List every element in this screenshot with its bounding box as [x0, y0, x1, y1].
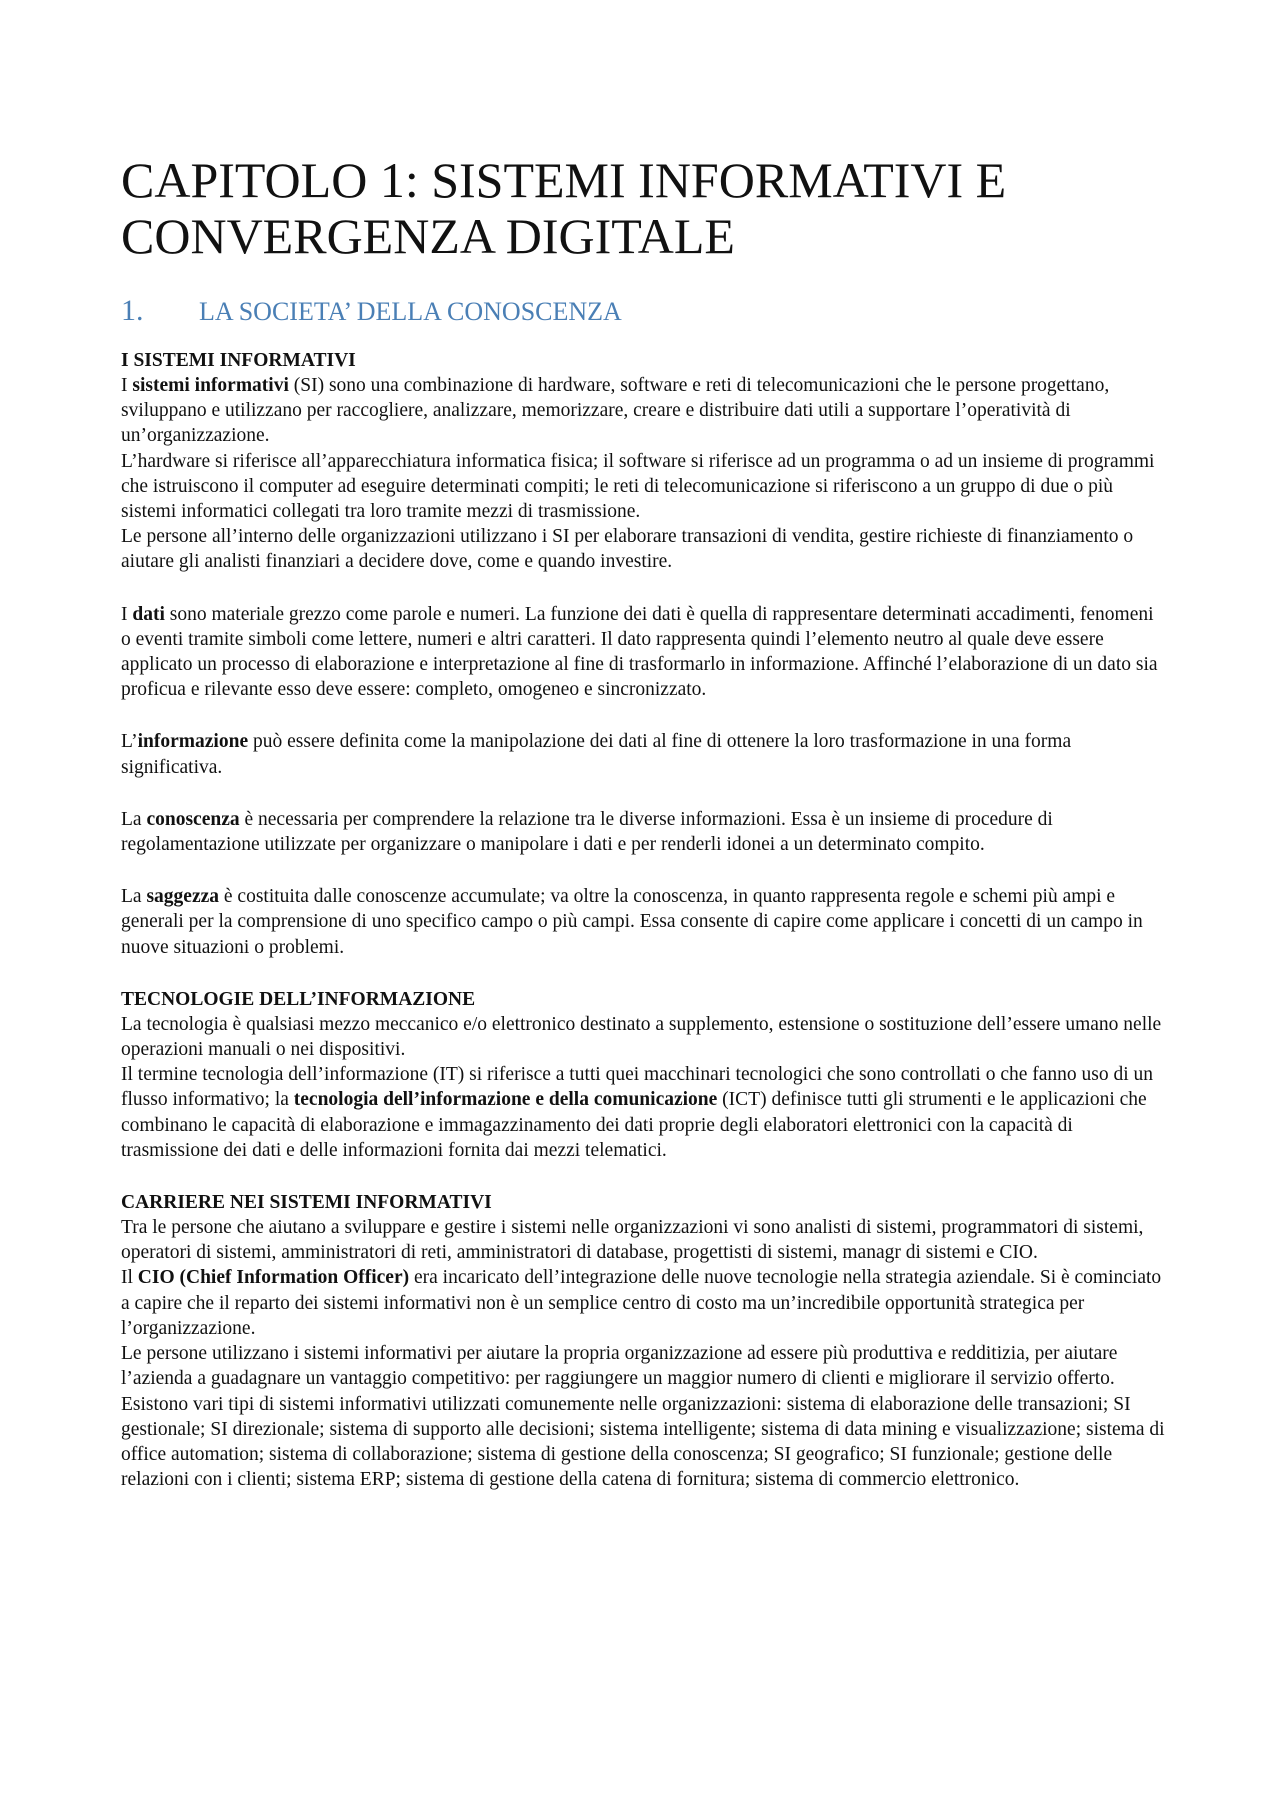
- paragraph-dati: I dati sono materiale grezzo come parole e numeri. La funzione dei dati è quella di rappresentare determinati accadimenti, fenomeni o eventi tramite simboli come lettere, numeri e altri caratteri. Il dato rappresenta quindi l’elemento neutro al quale deve essere applicato un processo di elaborazione e interpretazione al fine di trasformarlo in informazione. Affinché l’elaborazione di un dato sia proficua e rilevante esso deve essere: completo, omogeneo e sincronizzato.: [121, 603, 1158, 701]
- bold-term: sistemi informativi: [132, 375, 289, 396]
- paragraph-tecnologia-definition: La tecnologia è qualsiasi mezzo meccanico e/o elettronico destinato a supplemento, estensione o sostituzione dell’essere umano nelle operazioni manuali o nei dispositivi.: [121, 1013, 1162, 1061]
- paragraph-si-definition: I sistemi informativi (SI) sono una combinazione di hardware, software e reti di telecomunicazioni che le persone progettano, sviluppano e utilizzano per raccogliere, analizzare, memorizzare, creare e distribuire dati utili a supportare l’operatività di un’organizzazione.: [121, 375, 1110, 447]
- section-number: 1.: [121, 294, 144, 327]
- spacer: [121, 960, 1167, 987]
- chapter-title: CAPITOLO 1: SISTEMI INFORMATIVI E CONVERGENZA DIGITALE: [121, 152, 1007, 264]
- paragraph-saggezza: La saggezza è costituita dalle conoscenze accumulate; va oltre la conoscenza, in quanto rappresenta regole e schemi più ampi e generali per la comprensione di uno specifico campo o più campi. Essa consente di capire come applicare i concetti di un campo in nuove situazioni o problemi.: [121, 886, 1143, 958]
- heading-carriere: CARRIERE NEI SISTEMI INFORMATIVI: [121, 1192, 492, 1214]
- spacer: [121, 1163, 1167, 1190]
- heading-tecnologie: TECNOLOGIE DELL’INFORMAZIONE: [121, 988, 476, 1010]
- spacer: [121, 575, 1167, 602]
- paragraph-si-types: Esistono vari tipi di sistemi informativi utilizzati comunemente nelle organizzazioni: sistema di elaborazione delle transazioni; SI gestionale; SI direzionale; sistema di supporto alle decisioni; sistema intelligente; sistema di data mining e visualizzazione; sistema di office automation; sistema di collaborazione; sistema di gestione della conoscenza; SI geografico; SI funzionale; gestione delle relazioni con i clienti; sistema ERP; sistema di gestione della catena di fornitura; sistema di commercio elettronico.: [121, 1393, 1165, 1491]
- bold-term: informazione: [137, 731, 249, 753]
- paragraph-si-advantages: Le persone utilizzano i sistemi informativi per aiutare la propria organizzazione ad essere più produttiva e redditizia, per aiutare l’azienda a guadagnare un vantaggio competitivo: per raggiungere un maggior numero di clienti e migliorare il servizio offerto.: [121, 1343, 1118, 1390]
- heading-sistemi-informativi: I SISTEMI INFORMATIVI: [121, 350, 356, 371]
- bold-term: conoscenza: [146, 808, 240, 830]
- paragraph-hardware-software: L’hardware si riferisce all’apparecchiatura informatica fisica; il software si riferisce ad un programma o ad un insieme di programmi che istruiscono il computer ad eseguire determinati compiti; le reti di telecomunicazione si riferiscono a un gruppo di due o più sistemi informatici collegati tra loro tramite mezzi di trasmissione.: [121, 450, 1155, 523]
- paragraph-it-ict: Il termine tecnologia dell’informazione (IT) si riferisce a tutti quei macchinari tecnologici che sono controllati o che fanno uso di un flusso informativo; la tecnologia dell’informazione e della comunicazione (ICT) definisce tutti gli strumenti e le applicazioni che combinano le capacità di elaborazione e immagazzinamento dei dati proprie degli elaboratori elettronici con la capacità di trasmissione dei dati e delle informazioni fornita dai mezzi telematici.: [121, 1064, 1154, 1161]
- bold-term: saggezza: [146, 886, 220, 908]
- section-title: LA SOCIETA’ DELLA CONOSCENZA: [199, 297, 622, 326]
- section-heading: [121, 294, 1167, 329]
- spacer: [121, 857, 1167, 884]
- bold-term: CIO (Chief Information Officer): [137, 1267, 410, 1289]
- paragraph-informazione: L’informazione può essere definita come la manipolazione dei dati al fine di ottenere la loro trasformazione in una forma significativa.: [121, 731, 1072, 778]
- paragraph-conoscenza: La conoscenza è necessaria per comprendere la relazione tra le diverse informazioni. Essa è un insieme di procedure di regolamentazione utilizzate per organizzare o manipolare i dati e per renderli idonei a un determinato compito.: [121, 808, 1053, 856]
- bold-term: dati: [132, 603, 165, 625]
- paragraph-si-usage: Le persone all’interno delle organizzazioni utilizzano i SI per elaborare transazioni di vendita, gestire richieste di finanziamento o aiutare gli analisti finanziari a decidere dove, come e quando investire.: [121, 526, 1134, 573]
- document-page: [121, 152, 1167, 1492]
- paragraph-cio: Il CIO (Chief Information Officer) era incaricato dell’integrazione delle nuove tecnologie nella strategia aziendale. Si è cominciato a capire che il reparto dei sistemi informativi non è un semplice centro di costo ma un’incredibile opportunità strategica per l’organizzazione.: [121, 1267, 1162, 1339]
- spacer: [121, 702, 1167, 729]
- spacer: [121, 780, 1167, 807]
- bold-term: tecnologia dell’informazione e della comunicazione: [293, 1089, 718, 1111]
- paragraph-carriere-roles: Tra le persone che aiutano a sviluppare e gestire i sistemi nelle organizzazioni vi sono analisti di sistemi, programmatori di sistemi, operatori di sistemi, amministratori di reti, amministratori di database, progettisti di sistemi, managr di sistemi e CIO.: [121, 1217, 1144, 1264]
